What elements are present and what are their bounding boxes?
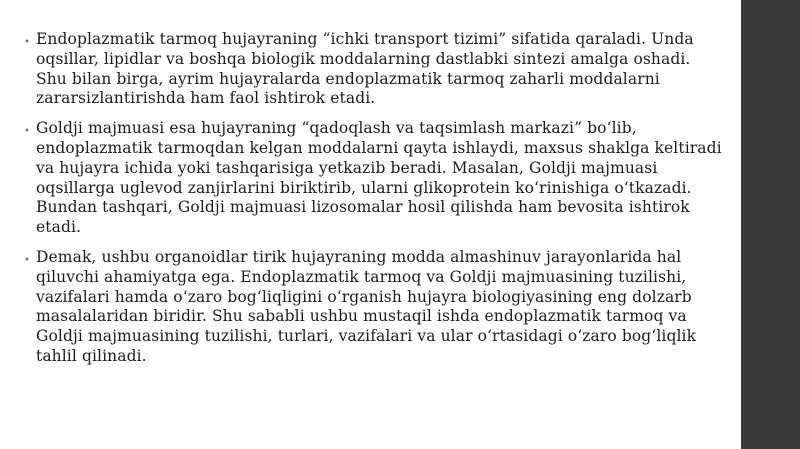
- bullet-marker: •: [24, 254, 30, 266]
- bullet-text: Goldji majmuasi esa hujayraning “qadoqlash va taqsimlash markazi” boʻlib, endoplazmatik tarmoqdan kelgan moddalarni qayta ishlaydi, maxsus shaklga keltiradi va hujayra ichida yoki tashqarisiga yetkazib beradi. Masalan, Goldji majmuasi oqsillarga uglevod zanjirlarini biriktirib, ularni glikoprotein koʻrinishiga oʻtkazadi. Bundan tashqari, Goldji majmuasi lizosomalar hosil qilishda ham bevosita ishtirok etadi.: [36, 119, 722, 237]
- bullet-item-golgi-apparatus: [24, 119, 724, 238]
- bullet-item-conclusion: [24, 248, 724, 367]
- bullet-text: Demak, ushbu organoidlar tirik hujayraning modda almashinuv jarayonlarida hal qiluvchi ahamiyatga ega. Endoplazmatik tarmoq va Goldji majmuasining tuzilishi, vazifalari hamda oʻzaro bogʻliqligini oʻrganish hujayra biologiyasining eng dolzarb masalalaridan biridir. Shu sababli ushbu mustaqil ishda endoplazmatik tarmoq va Goldji majmuasining tuzilishi, turlari, vazifalari va ular oʻrtasidagi oʻzaro bogʻliqlik tahlil qilinadi.: [36, 247, 697, 365]
- bullet-list: [24, 30, 724, 377]
- bullet-marker: •: [24, 126, 30, 138]
- bullet-item-endoplasmic-reticulum: [24, 30, 724, 109]
- side-accent-bar: [741, 0, 800, 449]
- bullet-text: Endoplazmatik tarmoq hujayraning “ichki transport tizimi” sifatida qaraladi. Unda oqsillar, lipidlar va boshqa biologik moddalarning dastlabki sintezi amalga oshadi. Shu bilan birga, ayrim hujayralarda endoplazmatik tarmoq zaharli moddalarni zararsizlantirishda ham faol ishtirok etadi.: [36, 30, 694, 108]
- bullet-marker: •: [24, 37, 30, 48]
